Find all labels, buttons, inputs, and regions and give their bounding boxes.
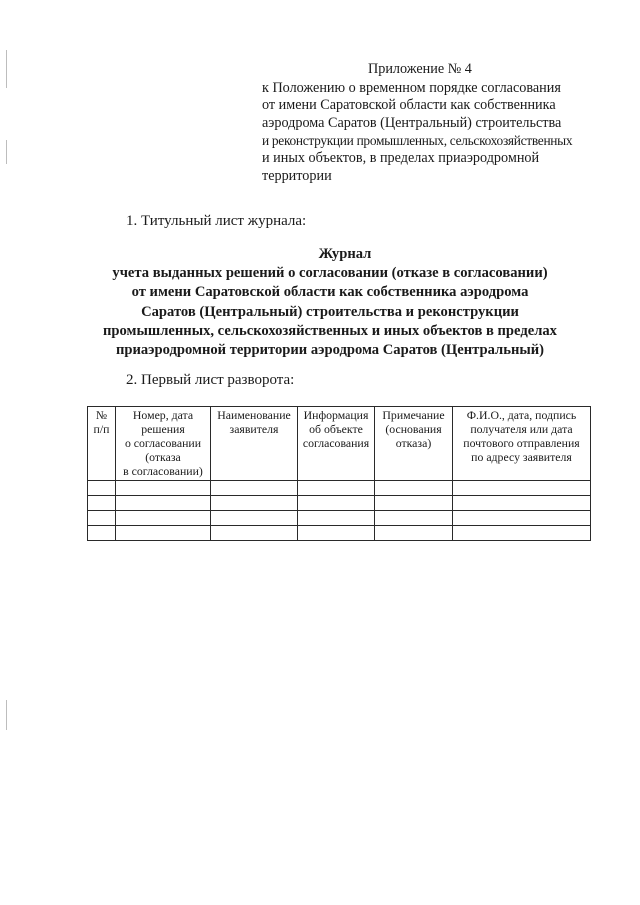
- column-header-decision: Номер, дата решения о согласовании (отказа в согласовании): [116, 407, 211, 481]
- table-cell: [453, 511, 591, 526]
- scan-edge-mark: [6, 50, 7, 88]
- appendix-header: [262, 61, 592, 185]
- table-cell: [211, 511, 298, 526]
- table-cell: [298, 511, 375, 526]
- table-cell: [116, 511, 211, 526]
- table-row: [88, 511, 591, 526]
- scan-edge-mark: [6, 700, 7, 730]
- table-header-row: [88, 407, 591, 481]
- column-header-number: № п/п: [88, 407, 116, 481]
- table-cell: [211, 481, 298, 496]
- table-cell: [88, 511, 116, 526]
- journal-line: промышленных, сельскохозяйственных и иных объектов в пределах: [103, 322, 557, 339]
- section-1-label: 1. Титульный лист журнала:: [126, 213, 307, 229]
- column-header-object-info: Информация об объекте согласования: [298, 407, 375, 481]
- register-table: [87, 406, 591, 541]
- appendix-line: к Положению о временном порядке согласования: [262, 79, 561, 96]
- journal-line: Саратов (Центральный) строительства и реконструкции: [141, 303, 519, 320]
- table-row: [88, 481, 591, 496]
- appendix-line: от имени Саратовской области как собственника: [262, 97, 556, 114]
- table-cell: [375, 511, 453, 526]
- table-cell: [298, 526, 375, 541]
- table-cell: [211, 496, 298, 511]
- journal-line: приаэродромной территории аэродрома Саратов (Центральный): [115, 342, 545, 359]
- table-cell: [375, 526, 453, 541]
- scan-edge-mark: [6, 140, 7, 164]
- table-row: [88, 496, 591, 511]
- table-cell: [453, 526, 591, 541]
- journal-title-block: [60, 245, 600, 360]
- section-2-label: 2. Первый лист разворота:: [126, 372, 295, 388]
- table-cell: [453, 496, 591, 511]
- table-cell: [453, 481, 591, 496]
- table-cell: [88, 526, 116, 541]
- column-header-applicant: Наименование заявителя: [211, 407, 298, 481]
- appendix-line: и иных объектов, в пределах приаэродромной: [262, 149, 540, 166]
- journal-line: учета выданных решений о согласовании (отказе в согласовании): [112, 265, 548, 282]
- table-cell: [298, 496, 375, 511]
- table-cell: [88, 496, 116, 511]
- appendix-line: аэродрома Саратов (Центральный) строительства: [262, 114, 562, 131]
- table-cell: [375, 481, 453, 496]
- appendix-title: Приложение № 4: [368, 61, 472, 77]
- table-cell: [298, 481, 375, 496]
- journal-title: Журнал: [318, 246, 372, 262]
- table-cell: [116, 481, 211, 496]
- table-row: [88, 526, 591, 541]
- table-cell: [116, 496, 211, 511]
- table-cell: [88, 481, 116, 496]
- table-cell: [375, 496, 453, 511]
- appendix-line: территории: [262, 167, 332, 184]
- table-cell: [116, 526, 211, 541]
- column-header-note: Примечание (основания отказа): [375, 407, 453, 481]
- journal-line: от имени Саратовской области как собственника аэродрома: [131, 284, 529, 301]
- appendix-body: [262, 80, 592, 186]
- table-cell: [211, 526, 298, 541]
- appendix-line: и реконструкции промышленных, сельскохозяйственных: [262, 133, 573, 149]
- column-header-recipient: Ф.И.О., дата, подпись получателя или дата почтового отправления по адресу заявителя: [453, 407, 591, 481]
